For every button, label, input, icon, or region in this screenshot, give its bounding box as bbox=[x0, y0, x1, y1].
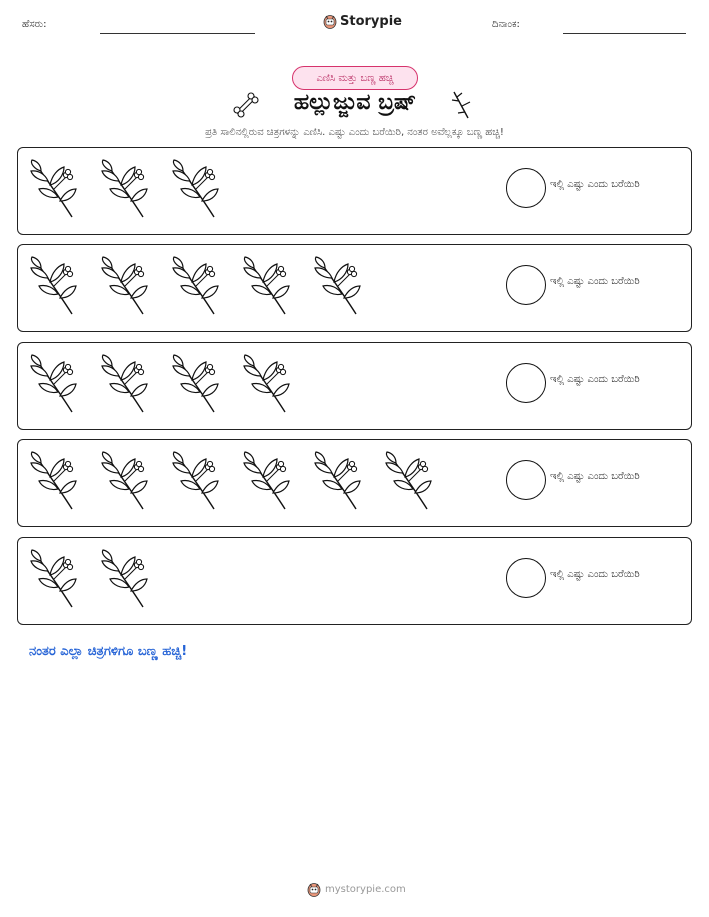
picture-group bbox=[28, 159, 227, 219]
write-here-label: ಇಲ್ಲಿ ಎಷ್ಟು ಎಂದು ಬರೆಯಿರಿ bbox=[550, 374, 640, 385]
twig-icon bbox=[448, 90, 476, 120]
picture-group bbox=[28, 549, 156, 609]
answer-circle[interactable] bbox=[506, 265, 546, 305]
twig-with-leaves-icon[interactable] bbox=[99, 159, 156, 219]
twig-with-leaves-icon[interactable] bbox=[99, 354, 156, 414]
count-row-4 bbox=[17, 439, 692, 527]
activity-badge: ಎಣಿಸಿ ಮತ್ತು ಬಣ್ಣ ಹಚ್ಚಿ bbox=[292, 66, 418, 90]
twig-with-leaves-icon[interactable] bbox=[28, 354, 85, 414]
date-label: ದಿನಾಂಕ: bbox=[492, 19, 520, 30]
twig-with-leaves-icon[interactable] bbox=[312, 451, 369, 511]
storypie-logo-icon bbox=[307, 881, 321, 897]
instruction-text: ಪ್ರತಿ ಸಾಲಿನಲ್ಲಿರುವ ಚಿತ್ರಗಳನ್ನು ಎಣಿಸಿ. ಎಷ್ಟು ಎಂದು ಬರೆಯಿರಿ, ನಂತರ ಅವೆಲ್ಲಕ್ಕೂ ಬಣ್ಣ ಹಚ್ಚಿ! bbox=[205, 127, 504, 138]
count-row-1 bbox=[17, 147, 692, 235]
twig-with-leaves-icon[interactable] bbox=[241, 354, 298, 414]
twig-with-leaves-icon[interactable] bbox=[241, 451, 298, 511]
page-title: ಹಲ್ಲುಜ್ಜುವ ಬ್ರಷ್ bbox=[293, 90, 417, 115]
count-row-5 bbox=[17, 537, 692, 625]
twig-with-leaves-icon[interactable] bbox=[99, 451, 156, 511]
twig-with-leaves-icon[interactable] bbox=[170, 256, 227, 316]
write-here-label: ಇಲ್ಲಿ ಎಷ್ಟು ಎಂದು ಬರೆಯಿರಿ bbox=[550, 276, 640, 287]
twig-with-leaves-icon[interactable] bbox=[170, 354, 227, 414]
count-row-3 bbox=[17, 342, 692, 430]
twig-with-leaves-icon[interactable] bbox=[170, 159, 227, 219]
picture-group bbox=[28, 256, 369, 316]
answer-circle[interactable] bbox=[506, 558, 546, 598]
twig-with-leaves-icon[interactable] bbox=[170, 451, 227, 511]
twig-with-leaves-icon[interactable] bbox=[383, 451, 440, 511]
brand-name: Storypie bbox=[340, 13, 402, 29]
bone-icon bbox=[231, 90, 261, 120]
answer-circle[interactable] bbox=[506, 460, 546, 500]
answer-circle[interactable] bbox=[506, 363, 546, 403]
name-line[interactable] bbox=[100, 33, 255, 34]
twig-with-leaves-icon[interactable] bbox=[241, 256, 298, 316]
brand bbox=[323, 13, 402, 29]
twig-with-leaves-icon[interactable] bbox=[99, 256, 156, 316]
twig-with-leaves-icon[interactable] bbox=[28, 256, 85, 316]
date-line[interactable] bbox=[563, 33, 686, 34]
answer-circle[interactable] bbox=[506, 168, 546, 208]
twig-with-leaves-icon[interactable] bbox=[28, 549, 85, 609]
twig-with-leaves-icon[interactable] bbox=[99, 549, 156, 609]
picture-group bbox=[28, 451, 440, 511]
page-header bbox=[0, 0, 709, 48]
twig-with-leaves-icon[interactable] bbox=[28, 451, 85, 511]
name-label: ಹೆಸರು: bbox=[22, 19, 47, 30]
footer-brand bbox=[307, 881, 406, 897]
storypie-logo-icon bbox=[323, 13, 337, 29]
write-here-label: ಇಲ್ಲಿ ಎಷ್ಟು ಎಂದು ಬರೆಯಿರಿ bbox=[550, 179, 640, 190]
write-here-label: ಇಲ್ಲಿ ಎಷ್ಟು ಎಂದು ಬರೆಯಿರಿ bbox=[550, 471, 640, 482]
footer-note: ನಂತರ ಎಲ್ಲಾ ಚಿತ್ರಗಳಿಗೂ ಬಣ್ಣ ಹಚ್ಚಿ! bbox=[29, 644, 188, 659]
count-row-2 bbox=[17, 244, 692, 332]
footer-url: mystorypie.com bbox=[325, 883, 406, 895]
title-row bbox=[0, 90, 709, 124]
twig-with-leaves-icon[interactable] bbox=[312, 256, 369, 316]
picture-group bbox=[28, 354, 298, 414]
twig-with-leaves-icon[interactable] bbox=[28, 159, 85, 219]
write-here-label: ಇಲ್ಲಿ ಎಷ್ಟು ಎಂದು ಬರೆಯಿರಿ bbox=[550, 569, 640, 580]
